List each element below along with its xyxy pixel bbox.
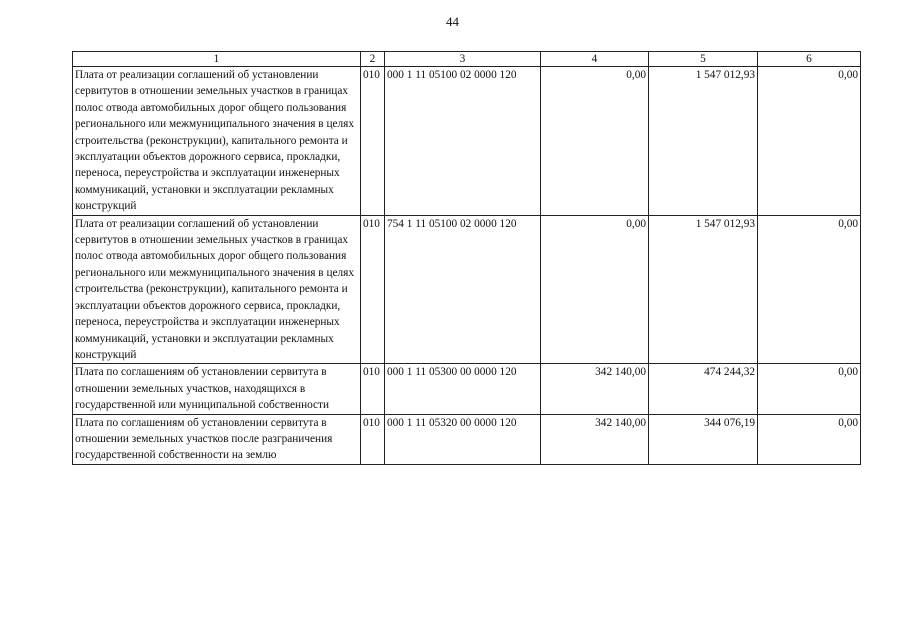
- header-col-6: 6: [758, 52, 861, 67]
- row-col5-value: 1 547 012,93: [649, 67, 758, 216]
- row-line-code: 010: [361, 215, 385, 364]
- table-row: [73, 67, 861, 216]
- row-kbk-code: 000 1 11 05320 00 0000 120: [385, 414, 541, 464]
- header-row: [73, 52, 861, 67]
- row-col6-value: 0,00: [758, 364, 861, 414]
- table-row: [73, 215, 861, 364]
- table-row: [73, 364, 861, 414]
- row-line-code: 010: [361, 67, 385, 216]
- row-col6-value: 0,00: [758, 215, 861, 364]
- row-col4-value: 0,00: [541, 215, 649, 364]
- row-name: Плата от реализации соглашений об установлении сервитутов в отношении земельных участков в границах полос отвода автомобильных дорог общего пользования регионального или межмуниципального значения в целях строительства (реконструкции), капитального ремонта и эксплуатации объектов дорожного сервиса, прокладки, переноса, переустройства и эксплуатации инженерных коммуникаций, установки и эксплуатации рекламных конструкций: [73, 67, 361, 216]
- row-kbk-code: 000 1 11 05300 00 0000 120: [385, 364, 541, 414]
- table-header: [73, 52, 861, 67]
- row-name: Плата по соглашениям об установлении сервитута в отношении земельных участков, находящихся в государственной или муниципальной собственности: [73, 364, 361, 414]
- row-col6-value: 0,00: [758, 414, 861, 464]
- row-kbk-code: 000 1 11 05100 02 0000 120: [385, 67, 541, 216]
- row-col4-value: 0,00: [541, 67, 649, 216]
- row-col5-value: 474 244,32: [649, 364, 758, 414]
- row-col4-value: 342 140,00: [541, 414, 649, 464]
- header-col-3: 3: [385, 52, 541, 67]
- header-col-1: 1: [73, 52, 361, 67]
- page-number: 44: [446, 14, 459, 29]
- table-body: [73, 67, 861, 465]
- table-row: [73, 414, 861, 464]
- header-col-2: 2: [361, 52, 385, 67]
- row-kbk-code: 754 1 11 05100 02 0000 120: [385, 215, 541, 364]
- row-col5-value: 344 076,19: [649, 414, 758, 464]
- header-col-5: 5: [649, 52, 758, 67]
- row-line-code: 010: [361, 364, 385, 414]
- row-line-code: 010: [361, 414, 385, 464]
- header-col-4: 4: [541, 52, 649, 67]
- row-col5-value: 1 547 012,93: [649, 215, 758, 364]
- row-col6-value: 0,00: [758, 67, 861, 216]
- report-table: [72, 51, 861, 465]
- row-name: Плата от реализации соглашений об установлении сервитутов в отношении земельных участков в границах полос отвода автомобильных дорог общего пользования регионального или межмуниципального значения в целях строительства (реконструкции), капитального ремонта и эксплуатации объектов дорожного сервиса, прокладки, переноса, переустройства и эксплуатации инженерных коммуникаций, установки и эксплуатации рекламных конструкций: [73, 215, 361, 364]
- row-col4-value: 342 140,00: [541, 364, 649, 414]
- row-name: Плата по соглашениям об установлении сервитута в отношении земельных участков после разграничения государственной собственности на землю: [73, 414, 361, 464]
